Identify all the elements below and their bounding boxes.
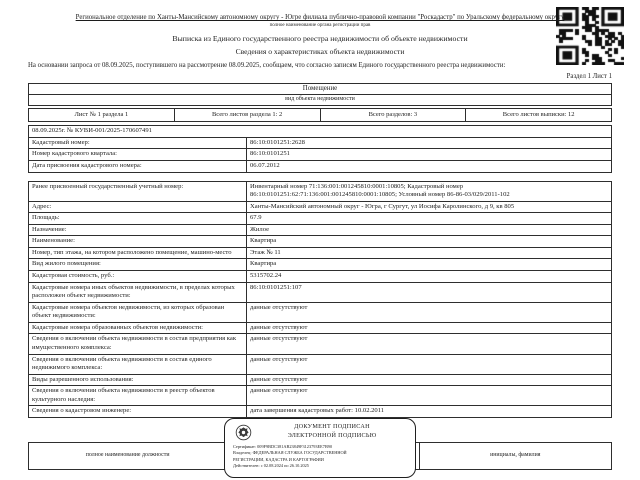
detail-value-cell: Этаж № 11 (247, 247, 612, 259)
meta-value-cell: 86:10:0101251:2628 (247, 137, 612, 149)
digital-signature-stamp (224, 418, 416, 478)
detail-label-cell: Сведения о включении объекта недвижимости в состав единого недвижимого комплекса: (29, 354, 247, 374)
rosreestr-emblem-icon (235, 424, 252, 441)
meta-label-cell: Кадастровый номер: (29, 137, 247, 149)
detail-value-cell: данные отсутствуют (247, 334, 612, 354)
detail-value-cell: данные отсутствуют (247, 374, 612, 386)
stamp-details (233, 444, 407, 470)
stamp-title-line2: ЭЛЕКТРОННОЙ ПОДПИСЬЮ (287, 431, 377, 439)
detail-label-cell: Адрес: (29, 201, 247, 213)
table-row (29, 386, 612, 406)
section-sheet-label: Раздел 1 Лист 1 (566, 72, 612, 80)
table-row (29, 406, 612, 418)
detail-label-cell: Виды разрешенного использования: (29, 374, 247, 386)
meta-label-cell: Дата присвоения кадастрового номера: (29, 160, 247, 172)
detail-value-cell: Квартира (247, 236, 612, 248)
table-row (29, 181, 612, 201)
cadastral-meta-table (28, 125, 612, 172)
detail-label-cell: Ранее присвоенный государственный учетный номер: (29, 181, 247, 201)
detail-value-cell: данные отсутствуют (247, 386, 612, 406)
detail-label-cell: Номер, тип этажа, на котором расположено помещение, машино-место (29, 247, 247, 259)
detail-label-cell: Кадастровые номера образованных объектов недвижимости: (29, 322, 247, 334)
object-type-value: Помещение (29, 83, 612, 95)
detail-value-cell: Квартира (247, 259, 612, 271)
stamp-validity: Действителен: с 02.08.2024 по 26.10.2025 (233, 463, 309, 469)
object-details-table (28, 181, 612, 418)
detail-label-cell: Кадастровые номера объектов недвижимости, из которых образован объект недвижимости: (29, 302, 247, 322)
request-basis-line: На основании запроса от 08.09.2025, поступившего на рассмотрение 08.09.2025, сообщаем, что согласно записям Единого государственного реестра недвижимости: (28, 61, 506, 69)
authority-caption: полное наименование органа регистрации прав (269, 23, 371, 29)
detail-label-cell: Назначение: (29, 224, 247, 236)
detail-value-cell: Инвентарный номер 71:136:001:001245810:0001:10805; Кадастровый номер 86:10:0101251:62:71:136:001:001245810:0001:10805; Условный номер 86-86-03/029/2011-102 (247, 181, 612, 201)
table-row (29, 271, 612, 283)
detail-value-cell: данные отсутствуют (247, 354, 612, 374)
detail-value-cell: данные отсутствуют (247, 302, 612, 322)
detail-label-cell: Сведения о кадастровом инженере: (29, 406, 247, 418)
request-number-cell: 08.09.2025г. № КУВИ-001/2025-170607491 (29, 126, 612, 138)
detail-label-cell: Наименование: (29, 236, 247, 248)
detail-value-cell: данные отсутствуют (247, 322, 612, 334)
sheet-info-row (29, 109, 612, 122)
detail-value-cell: Ханты-Мансийский автономный округ - Югра, г Сургут, ул Иосифа Каролинского, д 9, кв 805 (247, 201, 612, 213)
detail-label-cell: Площадь: (29, 213, 247, 225)
document-subtitle: Сведения о характеристиках объекта недвижимости (235, 46, 405, 56)
detail-label-cell: Кадастровые номера иных объектов недвижимости, в пределах которых расположен объект недвижимости: (29, 282, 247, 302)
signature-footer (28, 422, 612, 470)
table-row (29, 302, 612, 322)
stamp-title-line1: ДОКУМЕНТ ПОДПИСАН (294, 422, 370, 430)
stamp-certificate: Сертификат: 009F9BDC381AB23849F3123793EE7B90 (233, 443, 333, 449)
sheet-info-cell: Всего листов раздела 1: 2 (174, 109, 320, 122)
sheet-info-cell: Всего разделов: 3 (320, 109, 466, 122)
detail-label-cell: Сведения о включении объекта недвижимости в состав предприятия как имущественного комплекса: (29, 334, 247, 354)
table-row (29, 201, 612, 213)
detail-label-cell: Сведения о включении объекта недвижимости в реестр объектов культурного наследия: (29, 386, 247, 406)
meta-label-cell: Номер кадастрового квартала: (29, 149, 247, 161)
sheet-info-cell: Лист № 1 раздела 1 (29, 109, 175, 122)
sheet-info-table (28, 108, 612, 122)
table-row (29, 95, 612, 106)
detail-value-cell: 67.9 (247, 213, 612, 225)
detail-value-cell: 5315702.24 (247, 271, 612, 283)
table-row (29, 282, 612, 302)
detail-value-cell: 86:10:0101251:107 (247, 282, 612, 302)
table-row (29, 160, 612, 172)
table-row (29, 322, 612, 334)
table-row (29, 354, 612, 374)
table-row (29, 149, 612, 161)
object-type-table (28, 83, 612, 107)
object-type-caption: вид объекта недвижимости (29, 95, 612, 106)
table-row (29, 137, 612, 149)
registration-authority-name: Региональное отделение по Ханты-Мансийскому автономному округу - Югре филиала публично-правовой компании "Роскадастр" по Уральскому федеральному округу (75, 14, 565, 21)
detail-value-cell: Жилое (247, 224, 612, 236)
position-label-cell: полное наименование должности (29, 442, 227, 469)
table-row (29, 83, 612, 95)
table-row (29, 224, 612, 236)
detail-label-cell: Вид жилого помещения: (29, 259, 247, 271)
sheet-info-cell: Всего листов выписки: 12 (466, 109, 612, 122)
stamp-owner: Владелец: ФЕДЕРАЛЬНАЯ СЛУЖБА ГОСУДАРСТВЕННОЙ (233, 450, 347, 456)
meta-value-cell: 06.07.2012 (247, 160, 612, 172)
name-label-cell: инициалы, фамилия (419, 442, 611, 469)
table-row (29, 126, 612, 138)
table-row (29, 247, 612, 259)
table-row (29, 334, 612, 354)
table-row (29, 213, 612, 225)
stamp-owner-line2: РЕГИСТРАЦИИ, КАДАСТРА И КАРТОГРАФИИ (233, 456, 324, 462)
table-row (29, 259, 612, 271)
document-header (28, 13, 612, 56)
meta-value-cell: 86:10:0101251 (247, 149, 612, 161)
document-title: Выписка из Единого государственного реестра недвижимости об объекте недвижимости (172, 33, 468, 43)
table-row (29, 374, 612, 386)
detail-value-cell: дата завершения кадастровых работ: 10.02.2011 (247, 406, 612, 418)
detail-label-cell: Кадастровая стоимость, руб.: (29, 271, 247, 283)
table-row (29, 236, 612, 248)
